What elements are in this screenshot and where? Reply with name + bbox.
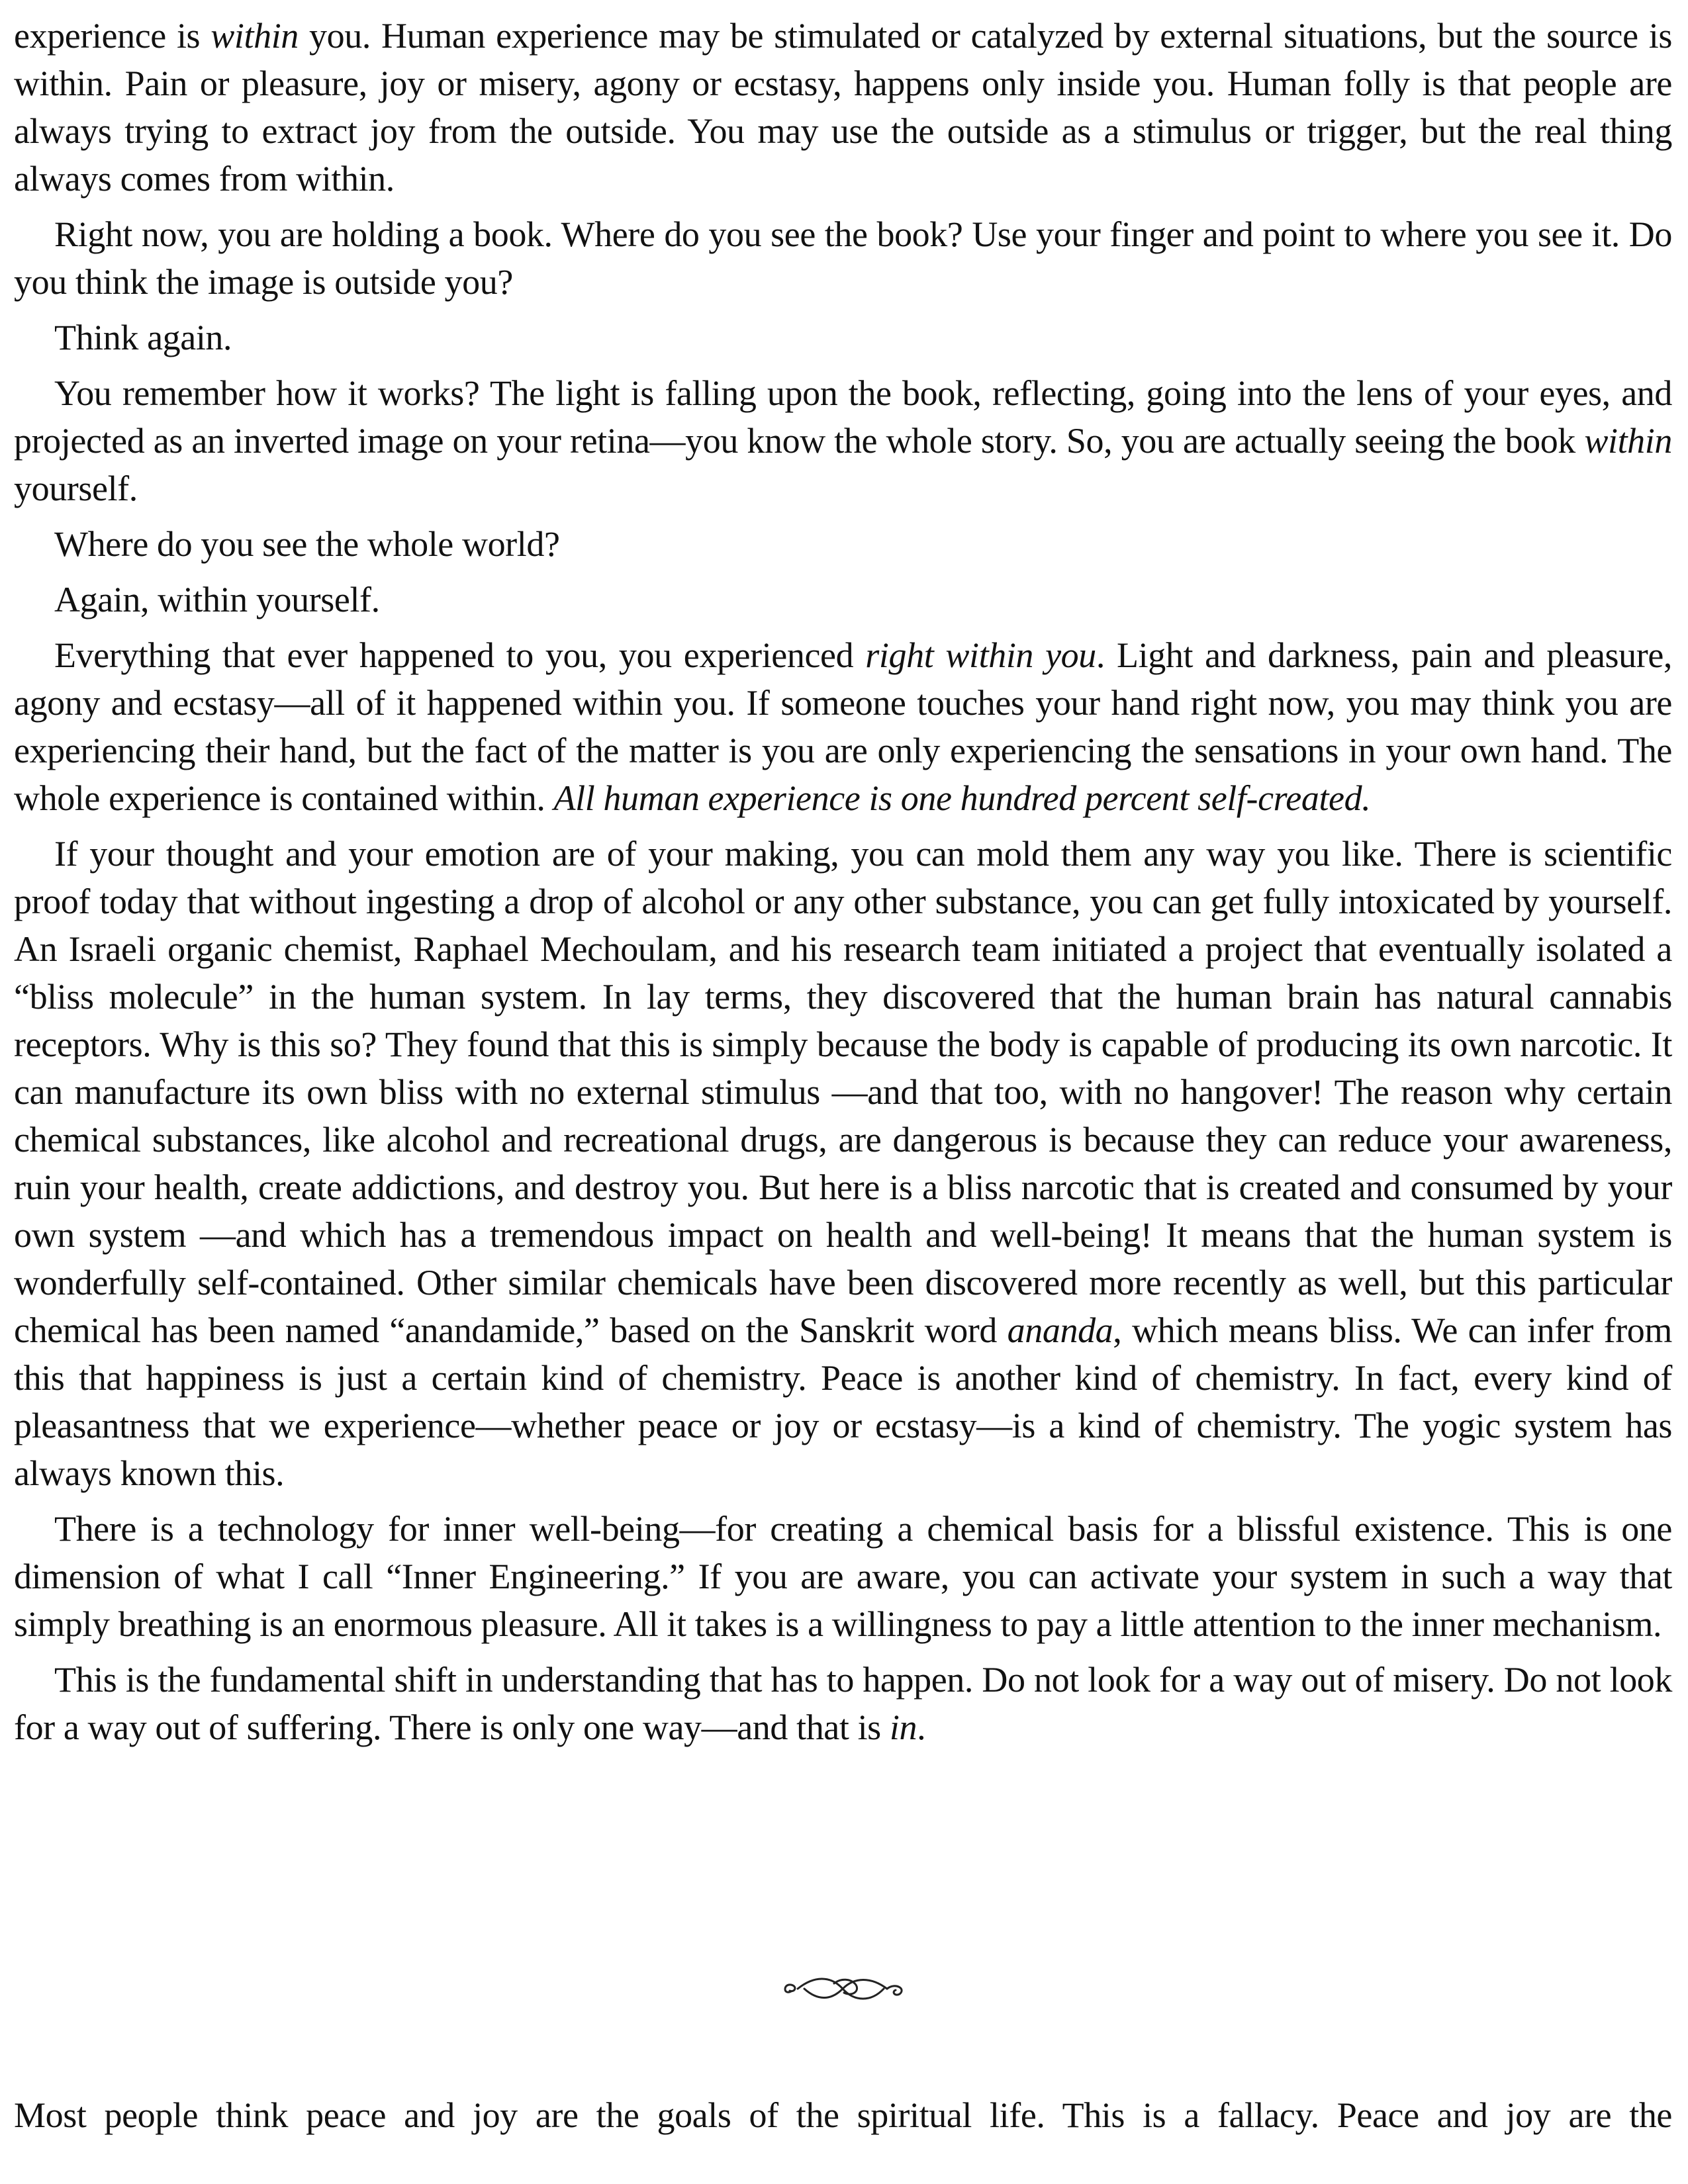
paragraph-text: Think again. xyxy=(54,318,232,357)
paragraph-text: Where do you see the whole world? xyxy=(54,524,560,564)
italic-emphasis: within xyxy=(1584,421,1672,461)
paragraph xyxy=(14,210,1672,306)
paragraph-text: experience is xyxy=(14,16,211,56)
book-page-text xyxy=(14,12,1672,1759)
paragraph xyxy=(14,576,1672,623)
paragraph-text: yourself. xyxy=(14,469,138,508)
paragraph-text: you. Human experience may be stimulated or catalyzed by external situations, but the source is within. Pain or pleasure, joy or misery, agony or ecstasy, happens only inside you. Human folly is that people are always trying to extract joy from the outside. You may use the outside as a stimulus or trigger, but the real thing always comes from within. xyxy=(14,16,1672,199)
paragraph-text: If your thought and your emotion are of your making, you can mold them any way you like. There is scientific proof today that without ingesting a drop of alcohol or any other substance, you can get fully intoxicated by yourself. An Israeli organic chemist, Raphael Mechoulam, and his research team initiated a project that eventually isolated a “bliss molecule” in the human system. In lay terms, they discovered that the human brain has natural cannabis receptors. Why is this so? They found that this is simply because the body is capable of producing its own narcotic. It can manufacture its own bliss with no external stimulus —and that too, with no hangover! The reason why certain chemical substances, like alcohol and recreational drugs, are dangerous is because they can reduce your awareness, ruin your health, create addictions, and destroy you. But here is a bliss narcotic that is created and consumed by your own system —and which has a tremendous impact on health and well-being! It means that the human system is wonderfully self-contained. Other similar chemicals have been discovered more recently as well, but this particular chemical has been named “anandamide,” based on the Sanskrit word xyxy=(14,834,1672,1350)
paragraph-text: Everything that ever happened to you, you experienced xyxy=(54,635,866,675)
italic-emphasis: All human experience is one hundred percent self-created. xyxy=(553,778,1371,818)
paragraph xyxy=(14,369,1672,512)
paragraph xyxy=(14,314,1672,361)
paragraph-text: Right now, you are holding a book. Where do you see the book? Use your finger and point to where you see it. Do you think the image is outside you? xyxy=(14,214,1672,302)
paragraph xyxy=(14,830,1672,1497)
italic-emphasis: within xyxy=(211,16,299,56)
paragraph xyxy=(14,520,1672,568)
paragraph-text: Again, within yourself. xyxy=(54,580,380,619)
paragraph xyxy=(14,631,1672,822)
paragraph-text: You remember how it works? The light is falling upon the book, reflecting, going into the lens of your eyes, and projected as an inverted image on your retina—you know the whole story. So, you are actually seeing the book xyxy=(14,373,1672,461)
italic-emphasis: right within you xyxy=(865,635,1096,675)
italic-emphasis: ananda xyxy=(1007,1310,1113,1350)
paragraph-text: . Light and darkness, pain and pleasure, agony and ecstasy—all of it happened within you. If someone touches your hand right now, you may think you are experiencing their hand, but the fact of the matter is you are only experiencing the sensations in your own hand. The whole experience is contained within. xyxy=(14,635,1672,818)
paragraph-text: This is the fundamental shift in understanding that has to happen. Do not look for a way out of misery. Do not look for a way out of suffering. There is only one way—and that is xyxy=(14,1660,1672,1747)
paragraph-text: There is a technology for inner well-being—for creating a chemical basis for a blissful existence. This is one dimension of what I call “Inner Engineering.” If you are aware, you can activate your system in such a way that simply breathing is an enormous pleasure. All it takes is a willingness to pay a little attention to the inner mechanism. xyxy=(14,1509,1672,1644)
paragraph xyxy=(14,12,1672,203)
paragraph-text: , which means bliss. We can infer from this that happiness is just a certain kind of chemistry. Peace is another kind of chemistry. In fact, every kind of pleasantness that we experience—whether peace or joy or ecstasy—is a kind of chemistry. The yogic system has always known this. xyxy=(14,1310,1673,1493)
final-line: Most people think peace and joy are the goals of the spiritual life. This is a fallacy. Peace and joy are the xyxy=(14,2095,1672,2135)
paragraph xyxy=(14,1656,1672,1751)
section-break-flourish-icon xyxy=(778,1969,910,2009)
paragraph-text: . xyxy=(917,1707,926,1747)
paragraph xyxy=(14,1505,1672,1648)
italic-emphasis: in xyxy=(889,1707,917,1747)
